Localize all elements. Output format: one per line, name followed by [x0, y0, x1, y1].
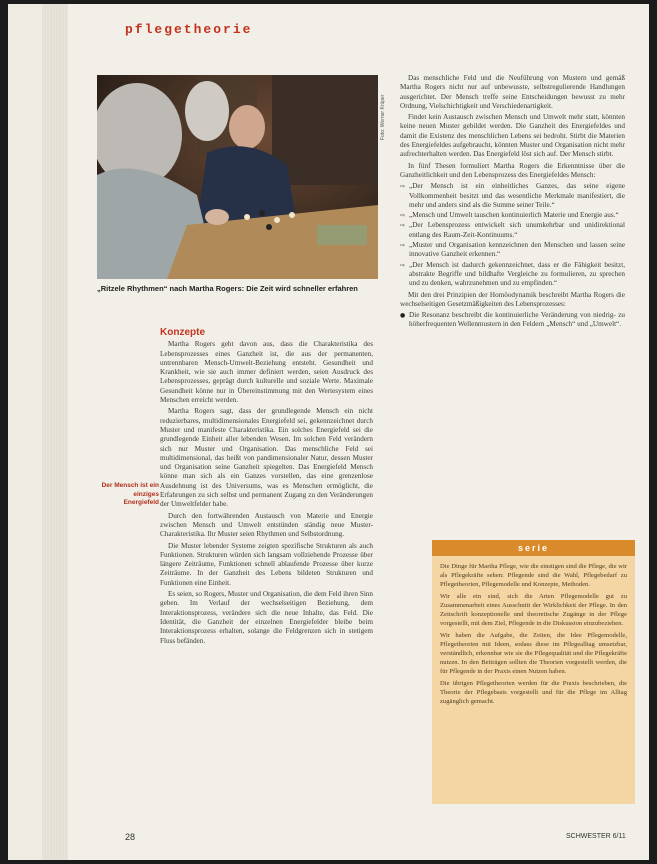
left-paragraph: Die Muster lebender Systeme zeigten spezifische Strukturen als auch Funktionen. Strukturen würden sich langsam vollziehende Prozesse über längere Zeiträume, Funktionen schnell ablaufende Prozesse über kurze Zeiträume. In der Ganzheit des Lebens bildeten Strukturen und Funktionen eine Einheit.: [160, 541, 373, 587]
thesis-item: ⇨ „Der Mensch ist dadurch gekennzeichnet, dass er die Fähigkeit besitzt, abstrakte Begriffe und bildhafte Vergleiche zu formulieren, zu sprechen und zu denken, wahrzunehmen und zu empfinden.“: [400, 261, 625, 289]
serie-paragraph: Die Dinge für Martha Pflege, wie die einstigen sind die Pflege, die wir als Pflegekräfte sehen: Pflegende sind die Wahl, Pflegebedarf zu Pflegetheorien, Pflegemodelle und Konzepte, Methoden.: [440, 563, 627, 588]
left-paragraph: Martha Rogers sagt, dass der grundlegende Mensch ein nicht reduzierbares, multidimensionales Energiefeld sei, gekennzeichnet durch Muster und manifeste Charakteristika. Ein solches Energiefeld sei die grundlegende Einheit aller lebenden Wesen. Im solchen Feld verändern sich nur Muster und Organisation. Das menschliche Feld sei multidimensional, das heißt von pandimensionaler Natur, dessen Muster und Organisation seine Ganzheit spiegelten. Das Energiefeld Mensch könne man sich als ein Ganzes vorstellen, das eine grenzenlose Ausdehnung ist des Universums, was es Menschen ermöglicht, die Erfahrungen zu sich selbst und permanent Zugang zu den Veränderungen der Umweltfelder habe.: [160, 407, 373, 509]
page-number: 28: [125, 832, 136, 842]
right-paragraph: In fünf Thesen formuliert Martha Rogers die Erkenntnisse über die Ganzheitlichkeit und den Lebensprozess des Energiefeldes Mensch:: [400, 161, 625, 179]
left-column: [160, 328, 373, 648]
right-paragraph: Mit den drei Prinzipien der Homöodynamik beschreibt Martha Rogers die wechselseitigen Gesetzmäßigkeiten des Lebensprozesses:: [400, 290, 625, 308]
issue-label: SCHWESTER 6/11: [566, 833, 626, 840]
left-paragraph: Es seien, so Rogers, Muster und Organisation, die dem Feld ihren Sinn geben. Im Verlauf der wechselseitigen Beziehung, dem Interaktionsprozess, verändere sich die neue Inhalte, das Feld. Die Identität, die Ganzheit der einzelnen Energiefelder bleibe beim Interaktionsprozess erhalten, solange die Feldgrenzen sich in stetigem Fluss befänden.: [160, 590, 373, 645]
thesis-item: ⇨ „Der Mensch ist ein einheitliches Ganzes, das seine eigene Vollkommenheit besitzt und das wesentliche Merkmale manifestiert, die mehr und anders sind als die Summe seiner Teile.“: [400, 182, 625, 210]
right-paragraph: Findet kein Austausch zwischen Mensch und Umwelt mehr statt, könnten keine neuen Muster gebildet werden. Die Ganzheit des Energiefeldes und damit die Existenz des menschlichen Lebens sei bedroht. Stirbt die Materien des Energiefeldes aufgebraucht, könnten Muster und Organisation nicht mehr aufrechterhalten werden. Das Energiefeld löst sich auf. Der Mensch stirbt.: [400, 113, 625, 159]
resonance-item: ● Die Resonanz beschreibt die kontinuierliche Veränderung von niedrig- zu höherfrequenten Wellenmustern in den Feldern „Mensch“ und „Umwelt“.: [400, 311, 625, 330]
sidenote: Der Mensch ist ein einziges Energiefeld: [101, 482, 159, 506]
section-heading-konzepte: Konzepte: [160, 327, 205, 338]
photo-illustration: [97, 75, 378, 279]
thesis-item: ⇨ „Mensch und Umwelt tauschen kontinuierlich Materie und Energie aus.“: [400, 211, 625, 220]
serie-paragraph: Wir haben die Aufgabe, die Zeiten, die Idee Pflegemodelle, Pflegetheorien mit Ideen, sodass diese im Pflegealltag umsetzbar, verständlich, erkennbar wie sie die Pflegequalität und die Pflegekräfte nutzen. In den Beiträgen sollten die Theorien vorgestellt werden, die für Pflegende in der Praxis einen Nutzen haben.: [440, 632, 627, 675]
right-column: [400, 74, 625, 330]
theses-list: [400, 182, 625, 288]
left-paragraph: Durch den fortwährenden Austausch von Materie und Energie zwischen Mensch und Umwelt entstünden ständig neue Muster-Charakteristika. Ihr Muster seien Rhythmen und Selbstordnung.: [160, 511, 373, 539]
left-paragraph: Martha Rogers geht davon aus, dass die Charakteristika des Lebensprozesses eines Ganzheit ist, die aus der permanenten, untrennbaren Mensch-Umwelt-Beziehung entsteht. Gesundheit und Krankheit, wie sie auch immer definiert werden, seien Ausdruck des Lebensprozesses, geprägt durch kulturelle und soziale Werte. Maximale Gesundheit könne nur in Übereinstimmung mit den Wertesystem eines Menschen erreicht werden.: [160, 340, 373, 405]
photo-caption: „Ritzele Rhythmen“ nach Martha Rogers: Die Zeit wird schneller erfahren: [97, 284, 358, 293]
photo-credit: Foto: Werner Krüper: [380, 94, 386, 140]
article-photo: [97, 75, 378, 279]
thesis-item: ⇨ „Muster und Organisation kennzeichnen den Menschen und lassen seine innovative Ganzheit erkennen.“: [400, 241, 625, 260]
serie-paragraph: Die übrigen Pflegetheorien werden für die Praxis beschrieben, die Theorie der Pflegebasis vorgestellt und für die Pflege im Alltag zugänglich gemacht.: [440, 680, 627, 705]
serie-paragraph: Wir alle ein sind, sich die Arten Pflegemodelle gut zu Zusammenarbeit eines Ausschnitt der Wirklichkeit der Pflege. In den Zeitschrift konzeptionelle und theoretische Zugänge in der Pflege vorgestellt, mit dem Ziel, Pflegende in die Diskussion einzubeziehen.: [440, 593, 627, 627]
serie-box: [432, 540, 635, 804]
serie-heading: serie: [432, 540, 635, 556]
thesis-item: ⇨ „Der Lebensprozess entwickelt sich unumkehrbar und unidirektional entlang des Raum-Zeit-Kontinuums.“: [400, 221, 625, 240]
serie-body: [432, 556, 635, 715]
right-paragraph: Das menschliche Feld und die Neuführung von Mustern und gemäß Martha Rogers nicht nur auf unbewusste, selbstregulierende Handlungen ausgerichtet. Der Mensch treffe seine Entscheidungen bewusst zu mehr Ordnung, Vielschichtigkeit und Verschiedenartigkeit.: [400, 74, 625, 110]
section-tag: pflegetheorie: [125, 22, 253, 37]
